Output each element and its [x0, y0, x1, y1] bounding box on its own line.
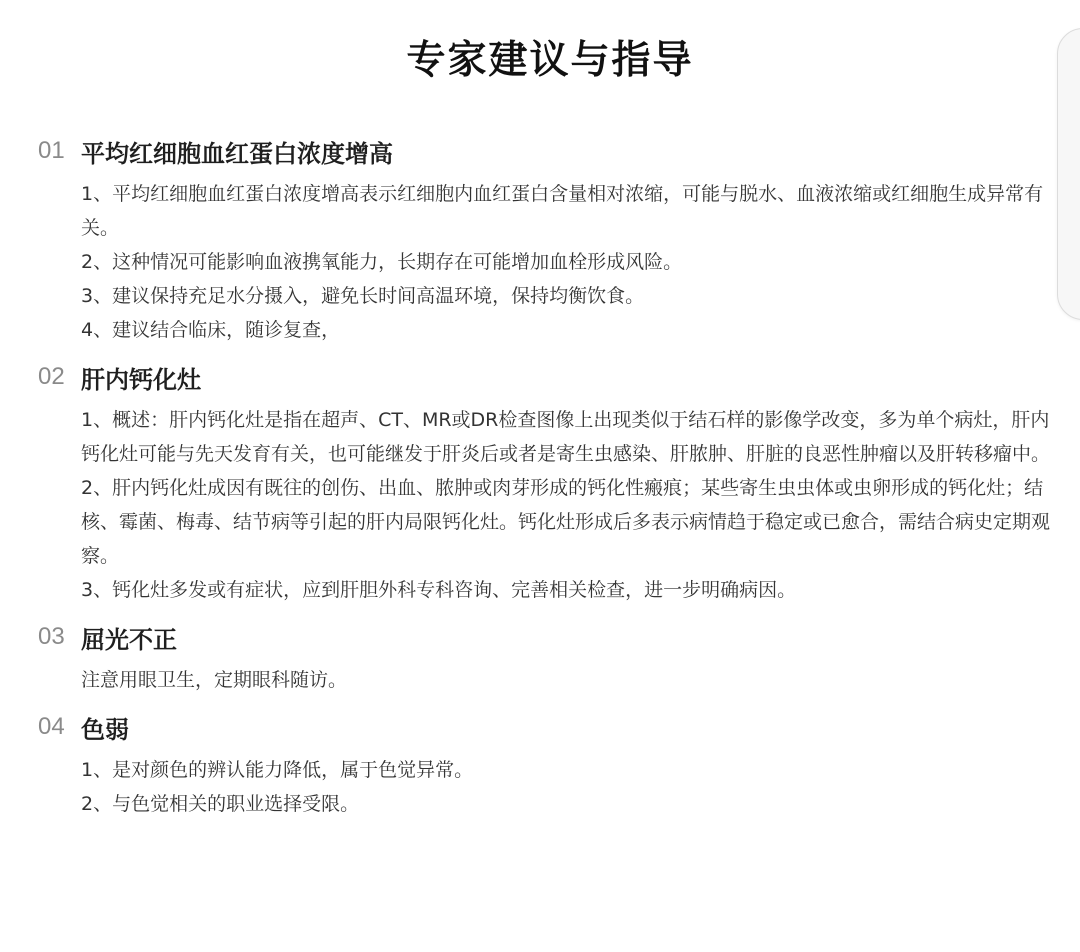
section-header: [38, 360, 1050, 394]
section-title: 色弱: [81, 715, 129, 744]
section-title: 平均红细胞血红蛋白浓度增高: [81, 139, 393, 168]
section-number: 04: [38, 713, 65, 740]
section-items: [38, 403, 1050, 607]
advice-item: 2、这种情况可能影响血液携氧能力，长期存在可能增加血栓形成风险。: [81, 251, 683, 273]
advice-item: 1、概述：肝内钙化灶是指在超声、CT、MR或DR检查图像上出现类似于结石样的影像学改变，多为单个病灶，肝内钙化灶可能与先天发育有关，也可能继发于肝炎后或者是寄生虫感染、肝脓肿、肝脏的良恶性肿瘤以及肝转移瘤中。: [81, 409, 1051, 465]
advice-sections: [38, 134, 1050, 834]
section-header: [38, 134, 1050, 168]
page-title: 专家建议与指导: [406, 38, 694, 83]
advice-section: [38, 134, 1050, 347]
section-header: [38, 620, 1050, 654]
advice-section: [38, 360, 1050, 607]
advice-item: 3、建议保持充足水分摄入，避免长时间高温环境，保持均衡饮食。: [81, 285, 645, 307]
advice-section: [38, 710, 1050, 821]
side-panel-tab[interactable]: [1057, 28, 1080, 320]
section-title: 屈光不正: [81, 625, 177, 654]
section-items: [38, 663, 1050, 697]
section-items: [38, 753, 1050, 821]
advice-item: 1、平均红细胞血红蛋白浓度增高表示红细胞内血红蛋白含量相对浓缩，可能与脱水、血液浓缩或红细胞生成异常有关。: [81, 183, 1044, 239]
section-number: 02: [38, 363, 65, 390]
section-number: 03: [38, 623, 65, 650]
advice-item: 3、钙化灶多发或有症状，应到肝胆外科专科咨询、完善相关检查，进一步明确病因。: [81, 579, 797, 601]
section-header: [38, 710, 1050, 744]
section-number: 01: [38, 137, 65, 164]
advice-item: 2、与色觉相关的职业选择受限。: [81, 793, 360, 815]
advice-section: [38, 620, 1050, 697]
advice-item: 注意用眼卫生，定期眼科随访。: [81, 669, 348, 691]
section-title: 肝内钙化灶: [81, 365, 201, 394]
section-items: [38, 177, 1050, 347]
advice-item: 4、建议结合临床，随诊复查，: [81, 319, 341, 341]
advice-item: 1、是对颜色的辨认能力降低，属于色觉异常。: [81, 759, 474, 781]
advice-item: 2、肝内钙化灶成因有既往的创伤、出血、脓肿或肉芽形成的钙化性瘢痕；某些寄生虫虫体或虫卵形成的钙化灶；结核、霉菌、梅毒、结节病等引起的肝内局限钙化灶。钙化灶形成后多表示病情趋于稳定或已愈合，需结合病史定期观察。: [81, 477, 1051, 567]
